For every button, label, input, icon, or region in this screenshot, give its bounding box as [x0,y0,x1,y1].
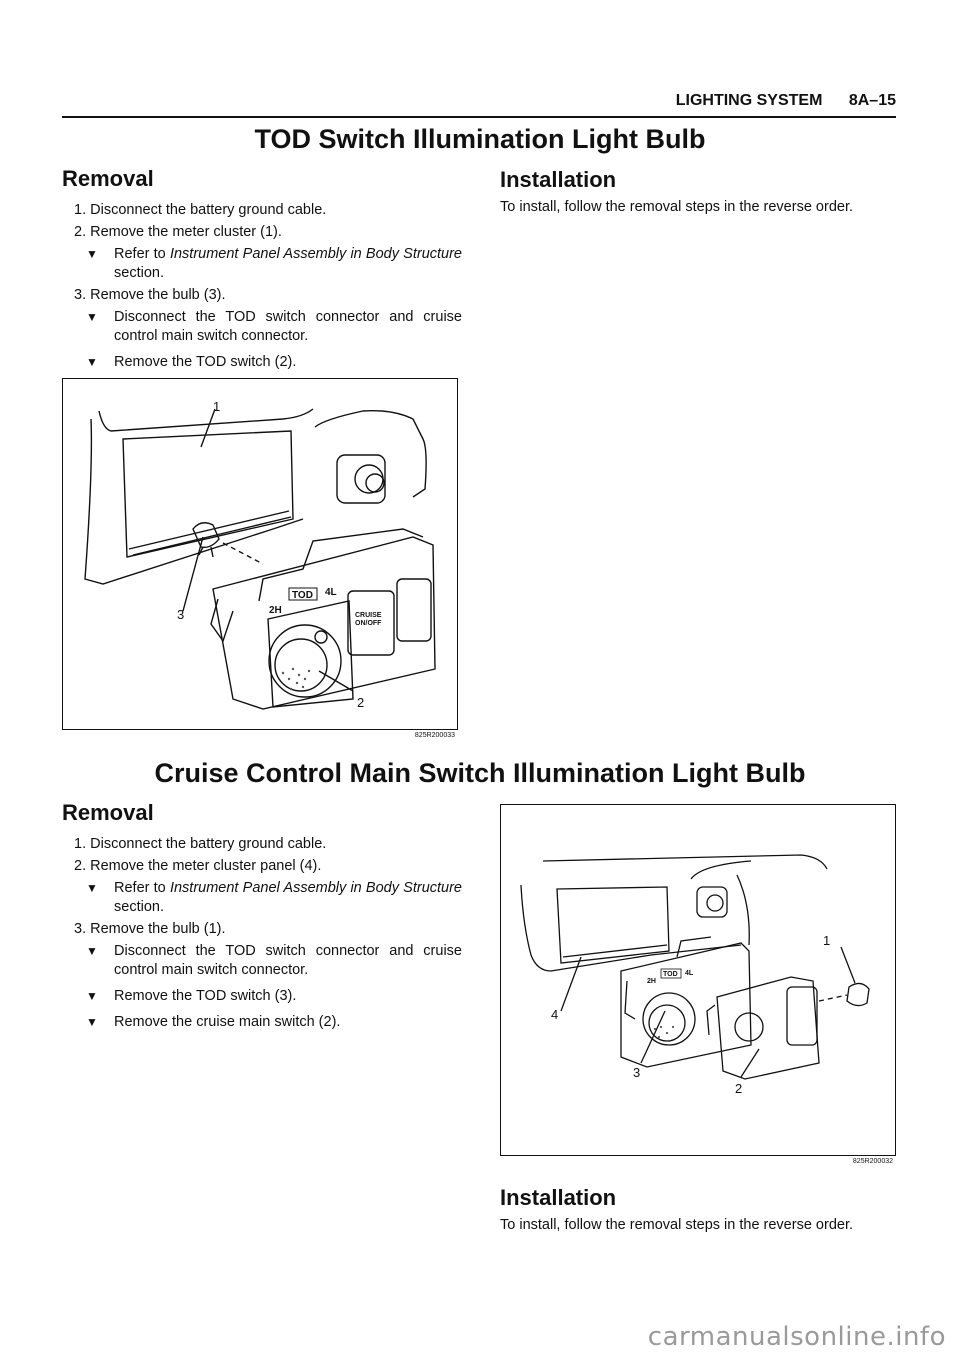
page-header [62,92,896,118]
cruise-installation-text: To install, follow the removal steps in the reverse order. [500,1217,853,1233]
tod-installation-heading: Installation [500,167,617,192]
tod-refer-note: ▼ Refer to Instrument Panel Assembly in Body Structure section. [86,246,462,281]
tod-removal-steps [74,201,462,375]
tod-label-4l: 4L [325,587,337,598]
tod-installation-text: To install, follow the removal steps in the reverse order. [500,199,853,215]
cruise-step-3: 3. Remove the bulb (1). [74,921,226,937]
header-section-title: LIGHTING SYSTEM [675,92,823,109]
cruise-fig-label-2h: 2H [647,978,656,985]
cruise-callout-4: 4 [551,1007,559,1022]
tod-figure-code: 825R200033 [414,732,455,739]
triangle-bullet-icon: ▼ [86,355,98,369]
triangle-bullet-icon: ▼ [86,247,98,261]
cruise-callout-1: 1 [823,933,831,948]
cruise-step-2: 2. Remove the meter cluster panel (4). [74,858,322,874]
tod-callout-2: 2 [357,695,365,710]
tod-switch-illustration [63,379,457,729]
tod-label-tod: TOD [292,590,313,601]
tod-label-2h: 2H [269,605,282,616]
tod-label-onoff: ON/OFF [355,620,382,627]
tod-removal-heading: Removal [62,166,154,191]
triangle-bullet-icon: ▼ [86,310,98,324]
tod-step-1: 1. Disconnect the battery ground cable. [74,202,327,218]
cruise-removal-steps [74,835,462,1035]
tod-label-cruise: CRUISE [355,612,382,619]
tod-section-title: TOD Switch Illumination Light Bulb [254,124,706,154]
cruise-substep-3: ▼ Remove the cruise main switch (2). [86,1014,341,1030]
triangle-bullet-icon: ▼ [86,1015,98,1029]
cruise-installation-heading: Installation [500,1185,617,1210]
triangle-bullet-icon: ▼ [86,989,98,1003]
cruise-refer-note: ▼ Refer to Instrument Panel Assembly in Body Structure section. [86,880,462,915]
cruise-fig-label-4l: 4L [685,970,694,977]
cruise-switch-figure [500,804,896,1165]
cruise-step-1: 1. Disconnect the battery ground cable. [74,836,327,852]
triangle-bullet-icon: ▼ [86,944,98,958]
cruise-callout-2: 2 [735,1081,743,1096]
tod-step-3: 3. Remove the bulb (3). [74,287,226,303]
tod-callout-3: 3 [177,607,185,622]
tod-switch-figure [62,378,458,739]
triangle-bullet-icon: ▼ [86,881,98,895]
watermark: carmanualsonline.info [647,1322,946,1352]
cruise-switch-illustration [501,805,895,1155]
tod-step-2: 2. Remove the meter cluster (1). [74,224,282,240]
cruise-substep-2: ▼ Remove the TOD switch (3). [86,988,297,1004]
cruise-section-title: Cruise Control Main Switch Illumination Light Bulb [154,758,806,788]
cruise-refer-link-text: Instrument Panel Assembly in Body Structure [169,880,462,896]
tod-callout-1: 1 [213,399,221,414]
cruise-callout-3: 3 [633,1065,641,1080]
tod-refer-link-text: Instrument Panel Assembly in Body Structure [169,246,462,262]
cruise-figure-code: 825R200032 [852,1158,893,1165]
header-page-number: 8A–15 [848,92,896,109]
tod-substep-2: ▼ Remove the TOD switch (2). [86,354,297,370]
cruise-fig-label-tod: TOD [663,971,678,978]
tod-substep-1: ▼ Disconnect the TOD switch connector and cruise control main switch connector. [86,309,462,344]
cruise-removal-heading: Removal [62,800,154,825]
cruise-substep-1: ▼ Disconnect the TOD switch connector and cruise control main switch connector. [86,943,462,978]
